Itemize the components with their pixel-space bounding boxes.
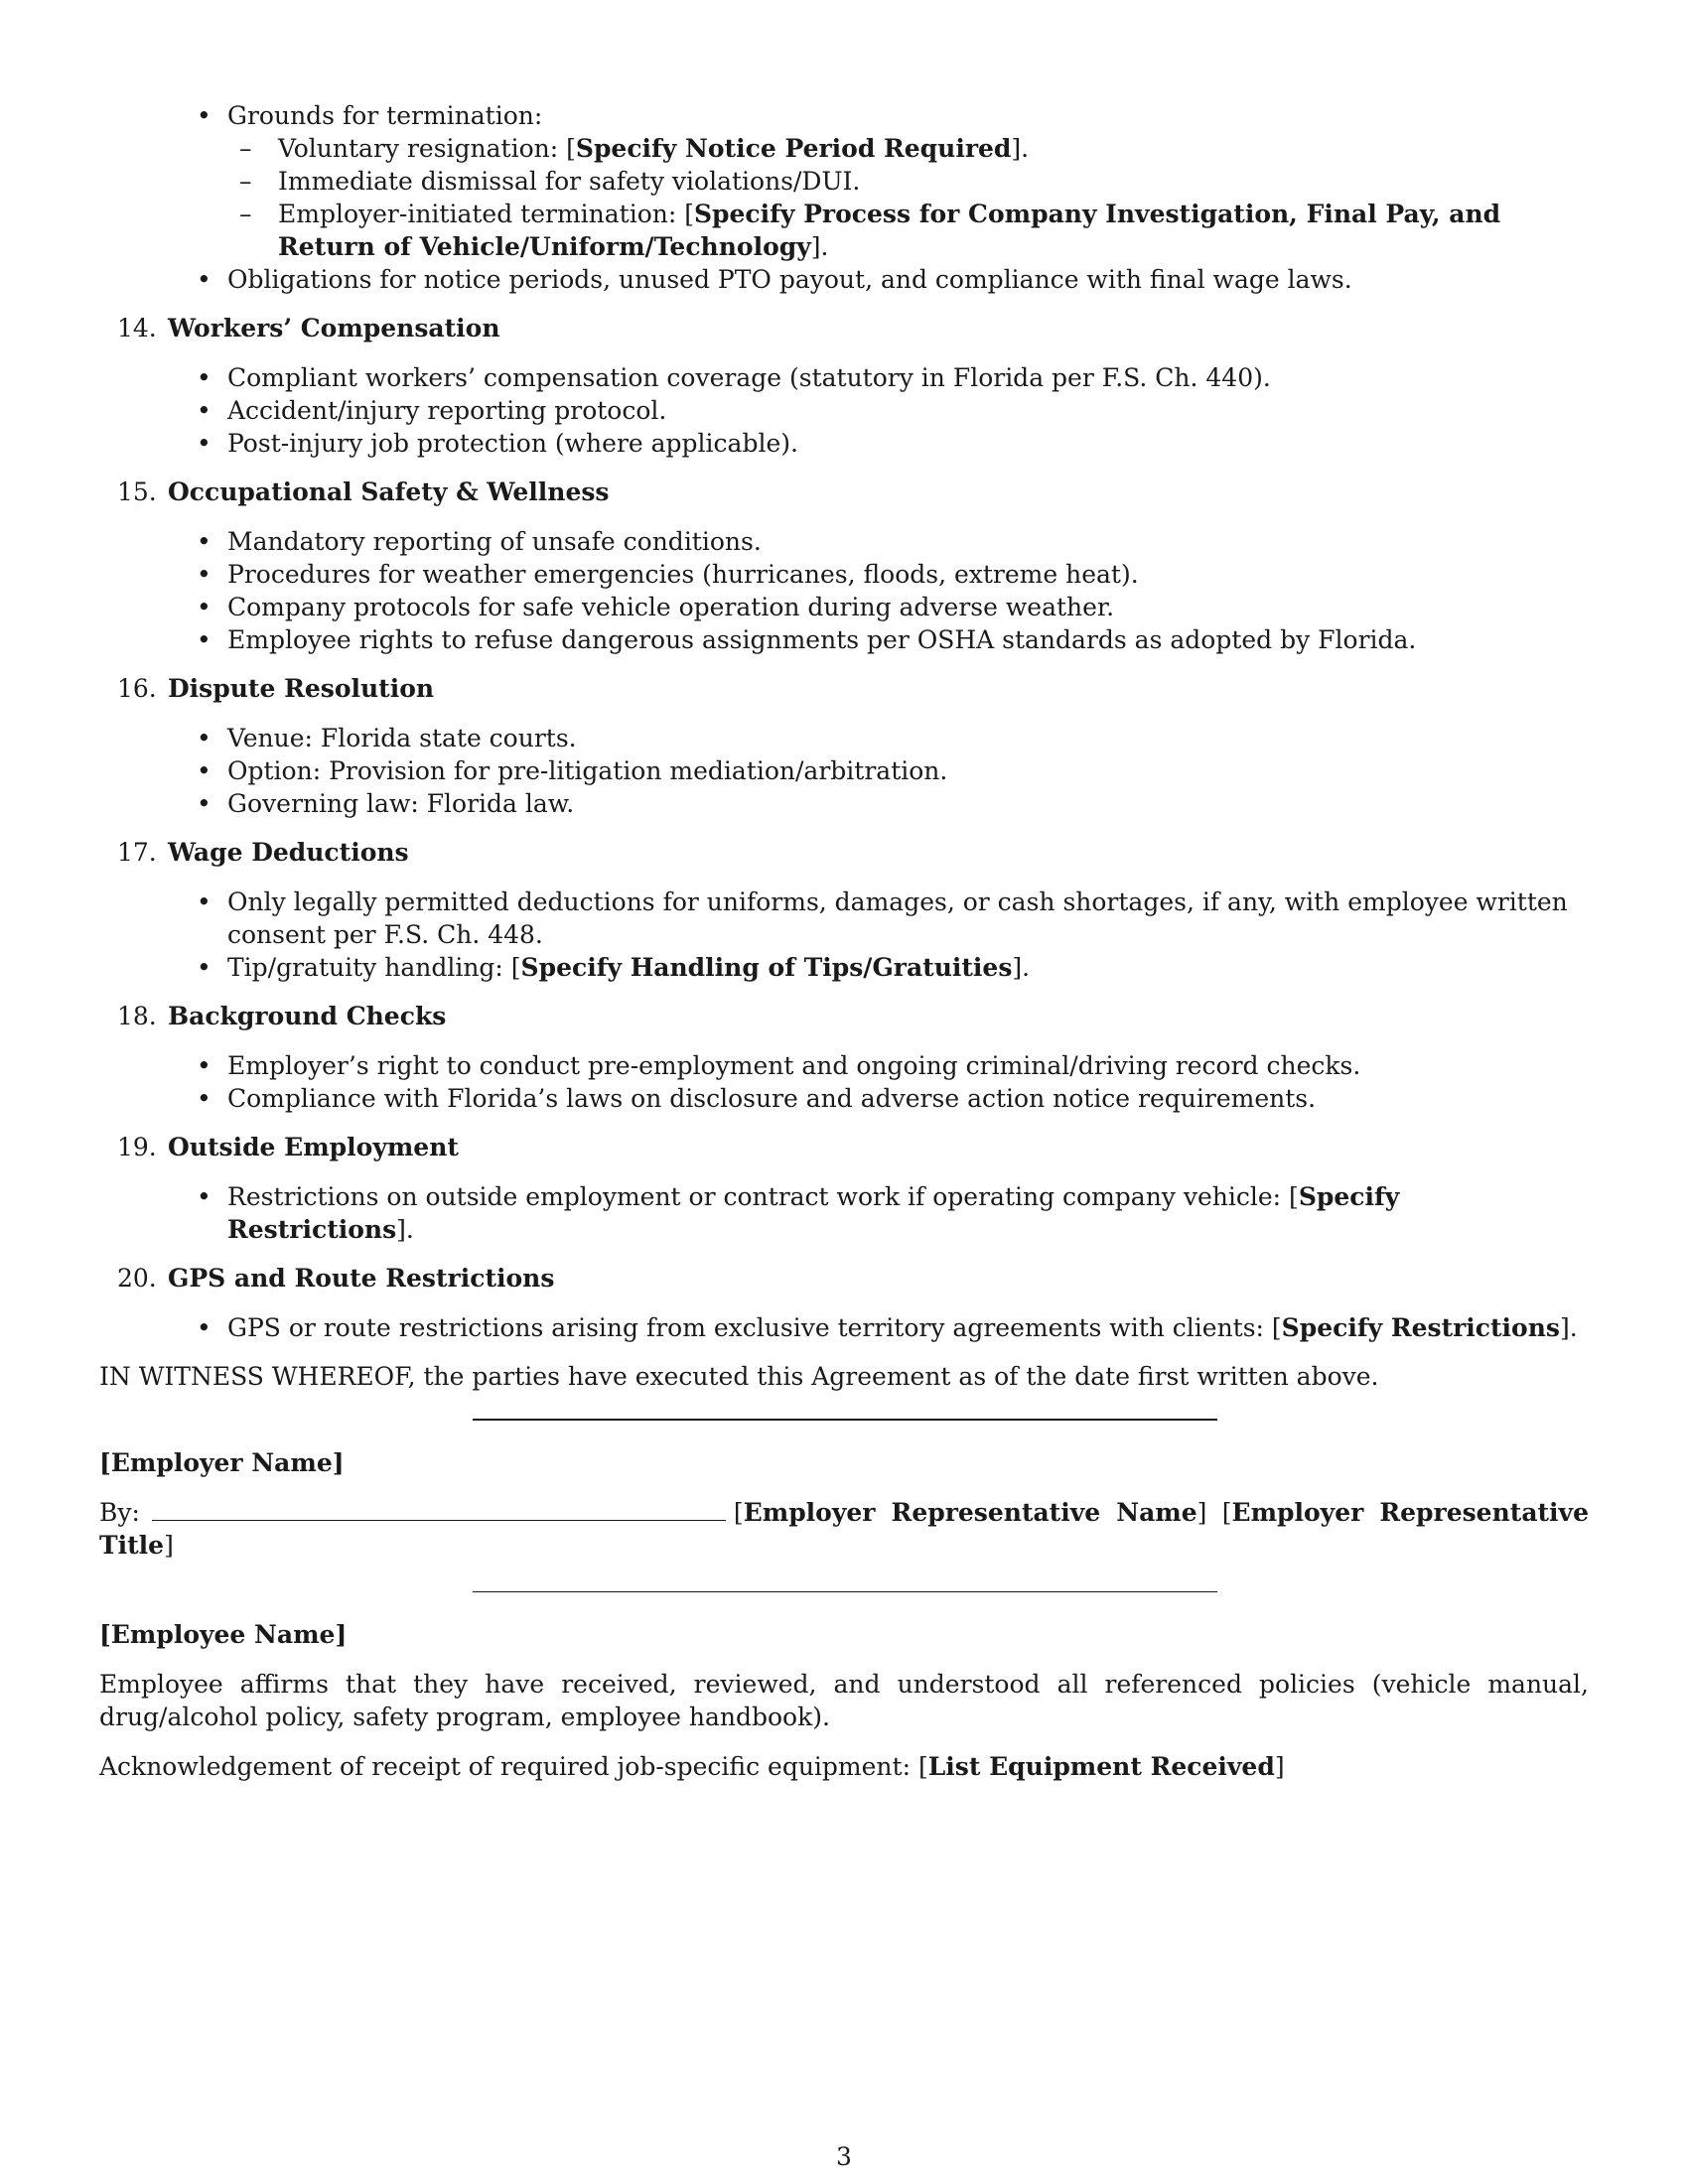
termination-obligations-item: • Obligations for notice periods, unused PTO payout, and compliance with final wage laws.	[99, 263, 1589, 296]
section-list	[99, 886, 1589, 984]
list-item	[99, 1311, 1589, 1344]
employer-rep-title: Employer Representative Title	[99, 1498, 1589, 1560]
section-heading	[99, 836, 1589, 869]
section-heading	[99, 476, 1589, 508]
bracket: [	[99, 1448, 111, 1477]
item-suffix: ].	[1559, 1313, 1578, 1342]
list-item: • Company protocols for safe vehicle operation during adverse weather.	[99, 591, 1589, 623]
section-number: 16.	[117, 674, 157, 703]
tip-prefix: Tip/gratuity handling: [	[227, 953, 521, 982]
section-number: 15.	[117, 478, 157, 506]
section-number: 14.	[117, 314, 157, 342]
section-title: Occupational Safety & Wellness	[168, 478, 610, 506]
tip-placeholder: Specify Handling of Tips/Gratuities	[520, 953, 1013, 982]
list-item	[99, 951, 1589, 984]
list-item: • Compliance with Florida’s laws on disclosure and adverse action notice requirements.	[99, 1082, 1589, 1115]
immediate-dismissal-item: – Immediate dismissal for safety violations/DUI.	[227, 165, 1589, 198]
section-17	[99, 836, 1589, 984]
section-number: 19.	[117, 1133, 157, 1161]
section-title: Dispute Resolution	[168, 674, 435, 703]
list-item	[99, 1180, 1589, 1246]
witness-statement: IN WITNESS WHEREOF, the parties have executed this Agreement as of the date first written above.	[99, 1362, 1379, 1391]
section-15	[99, 476, 1589, 656]
section-title: Wage Deductions	[168, 838, 409, 867]
section-list	[99, 361, 1589, 460]
page-number: 3	[836, 2142, 852, 2171]
list-item: • Compliant workers’ compensation coverage (statutory in Florida per F.S. Ch. 440).	[99, 361, 1589, 394]
employee-name	[99, 1618, 1589, 1651]
bracket: ] [	[1196, 1498, 1232, 1527]
equipment-prefix: Acknowledgement of receipt of required job-specific equipment: [	[99, 1752, 928, 1781]
bracket: [	[99, 1620, 111, 1649]
termination-grounds-sublist	[227, 132, 1589, 263]
section-list	[99, 1180, 1589, 1246]
section-number: 20.	[117, 1264, 157, 1293]
section-title: Outside Employment	[168, 1133, 459, 1161]
bracket: ]	[164, 1531, 174, 1560]
voluntary-placeholder: Specify Notice Period Required	[575, 134, 1012, 163]
employee-signature-line	[473, 1591, 1217, 1592]
equipment-placeholder: List Equipment Received	[927, 1752, 1275, 1781]
item-prefix: GPS or route restrictions arising from exclusive territory agreements with clients: [	[227, 1313, 1282, 1342]
list-item: • Governing law: Florida law.	[99, 787, 1589, 820]
voluntary-resignation-item	[227, 132, 1589, 165]
list-item: • Procedures for weather emergencies (hurricanes, floods, extreme heat).	[99, 558, 1589, 591]
list-item: • Accident/injury reporting protocol.	[99, 394, 1589, 427]
section-list	[99, 1049, 1589, 1115]
employer-by-signature-field	[152, 1498, 726, 1521]
item-placeholder: Specify Restrictions	[1281, 1313, 1560, 1342]
list-item: • Mandatory reporting of unsafe conditions.	[99, 525, 1589, 558]
document-page	[99, 99, 1589, 1783]
employee-affirmation: Employee affirms that they have received, reviewed, and understood all referenced policies (vehicle manual, drug/alcohol policy, safety program, employee handbook).	[99, 1670, 1589, 1731]
list-item: • Post-injury job protection (where applicable).	[99, 427, 1589, 460]
employer-termination-item	[227, 198, 1589, 263]
section-19	[99, 1131, 1589, 1246]
section-14	[99, 312, 1589, 460]
list-item: • Option: Provision for pre-litigation mediation/arbitration.	[99, 754, 1589, 787]
employee-name-text: Employee Name	[110, 1620, 336, 1649]
voluntary-suffix: ].	[1011, 134, 1030, 163]
equipment-acknowledgement	[99, 1750, 1589, 1783]
section-16	[99, 672, 1589, 820]
employer-signature-line	[473, 1419, 1217, 1421]
employer-termination-prefix: Employer-initiated termination: [	[278, 200, 694, 228]
list-item: • Venue: Florida state courts.	[99, 722, 1589, 754]
employer-by-line	[99, 1496, 1589, 1562]
tip-suffix: ].	[1012, 953, 1031, 982]
bracket: [	[733, 1498, 744, 1527]
list-item: • Employee rights to refuse dangerous assignments per OSHA standards as adopted by Florida.	[99, 623, 1589, 656]
section-number: 18.	[117, 1002, 157, 1030]
section-list	[99, 722, 1589, 820]
equipment-suffix: ]	[1274, 1752, 1285, 1781]
section-heading	[99, 1131, 1589, 1163]
item-suffix: ].	[396, 1215, 414, 1244]
section-list	[99, 525, 1589, 656]
section-title: GPS and Route Restrictions	[168, 1264, 555, 1293]
employer-termination-placeholder: Specify Process for Company Investigation, Final Pay, and Return of Vehicle/Uniform/Technology	[278, 200, 1501, 261]
termination-grounds-label: Grounds for termination:	[227, 101, 543, 130]
by-label: By:	[99, 1498, 140, 1527]
item-prefix: Restrictions on outside employment or contract work if operating company vehicle: [	[227, 1182, 1299, 1211]
item-placeholder: Specify Restrictions	[227, 1182, 1400, 1244]
section-heading	[99, 672, 1589, 705]
section-list	[99, 1311, 1589, 1344]
section-title: Workers’ Compensation	[168, 314, 500, 342]
list-item: • Employer’s right to conduct pre-employment and ongoing criminal/driving record checks.	[99, 1049, 1589, 1082]
termination-grounds-item	[99, 99, 1589, 263]
bracket: ]	[332, 1448, 345, 1477]
section-number: 17.	[117, 838, 157, 867]
section-title: Background Checks	[168, 1002, 447, 1030]
termination-list	[99, 99, 1589, 296]
employer-name	[99, 1446, 1589, 1479]
section-20	[99, 1262, 1589, 1344]
list-item: • Only legally permitted deductions for uniforms, damages, or cash shortages, if any, with employee written consent per F.S. Ch. 448.	[99, 886, 1589, 951]
employer-termination-suffix: ].	[810, 232, 829, 261]
section-heading	[99, 1000, 1589, 1032]
section-heading	[99, 312, 1589, 344]
employer-name-text: Employer Name	[110, 1448, 333, 1477]
voluntary-prefix: Voluntary resignation: [	[278, 134, 576, 163]
section-heading	[99, 1262, 1589, 1295]
employer-rep-name: Employer Representative Name	[743, 1498, 1197, 1527]
bracket: ]	[335, 1620, 348, 1649]
section-18	[99, 1000, 1589, 1115]
